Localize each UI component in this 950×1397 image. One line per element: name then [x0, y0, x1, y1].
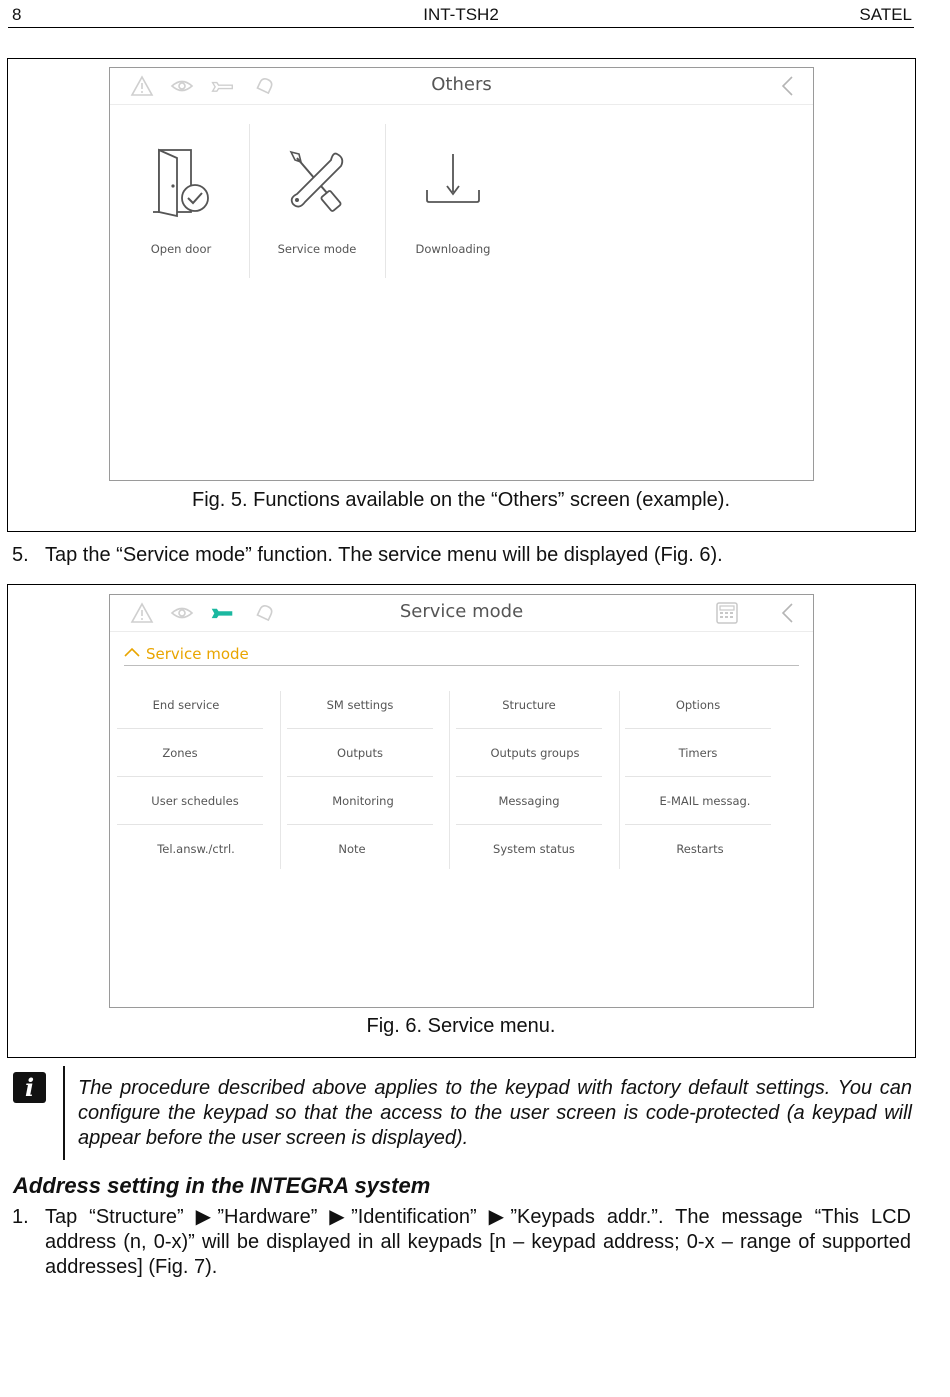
step-1-text: Tap “Structure” ▶”Hardware” ▶”Identification” ▶”Keypads addr.”. The message “This LCD address (n, 0-x)” will be displayed in all keypads [n – keypad address; 0-x – range of supported addresses] (Fig. 7). [45, 1206, 911, 1278]
tools-icon [287, 148, 347, 218]
menu-item-label: Timers [678, 746, 718, 760]
download-icon [423, 148, 483, 218]
cell-underline [625, 776, 771, 777]
menu-item-label: System status [493, 842, 575, 856]
cell-underline [625, 824, 771, 825]
column-divider [449, 691, 450, 869]
figure-6-caption: Fig. 6. Service menu. [366, 1015, 556, 1037]
menu-item-user-schedules[interactable] [117, 785, 263, 825]
menu-item-label: User schedules [151, 794, 239, 808]
menu-item-system-status[interactable] [456, 833, 602, 873]
menu-item-label: End service [152, 698, 220, 712]
cell-underline [287, 776, 433, 777]
menu-item-note[interactable] [287, 833, 433, 873]
cell-underline [287, 728, 433, 729]
section-header-label: Service mode [146, 645, 249, 663]
page-number: 8 [12, 5, 22, 24]
title-bar [110, 595, 813, 632]
back-icon[interactable] [776, 602, 800, 624]
menu-item-structure[interactable] [456, 689, 602, 729]
screen-title: Service mode [399, 601, 524, 622]
chevron-up-icon [124, 646, 140, 658]
menu-item-messaging[interactable] [456, 785, 602, 825]
menu-item-label: Monitoring [332, 794, 394, 808]
tile-downloading[interactable] [385, 124, 521, 280]
tile-service-mode[interactable] [249, 124, 385, 280]
menu-item-outputs-groups[interactable] [456, 737, 602, 777]
brand-name: SATEL [859, 5, 912, 24]
info-icon [13, 1072, 46, 1103]
column-divider [619, 691, 620, 869]
cell-underline [117, 776, 263, 777]
screen-title: Others [431, 74, 492, 95]
open-door-icon [151, 148, 211, 218]
menu-item-label: Tel.answ./ctrl. [157, 842, 235, 856]
document-title: INT-TSH2 [423, 5, 499, 24]
cell-underline [456, 776, 602, 777]
header-divider [8, 27, 914, 28]
step-number: 5. [12, 544, 29, 566]
column-divider [280, 691, 281, 869]
tile-label: Downloading [415, 242, 491, 256]
menu-item-label: Structure [502, 698, 556, 712]
menu-item-label: Restarts [676, 842, 724, 856]
menu-item-label: Outputs [337, 746, 383, 760]
back-icon[interactable] [776, 75, 800, 97]
menu-item-timers[interactable] [625, 737, 771, 777]
step-number: 1. [12, 1206, 29, 1228]
others-screen [109, 67, 814, 481]
menu-item-label: SM settings [326, 698, 394, 712]
menu-item-options[interactable] [625, 689, 771, 729]
cell-underline [117, 824, 263, 825]
menu-item-end-service[interactable] [117, 689, 263, 729]
note-text: The procedure described above applies to the keypad with factory default settings. You can configure the keypad so that the access to the user screen is code-protected (a keypad will appear before the user screen is displayed). [78, 1077, 912, 1149]
menu-item-restarts[interactable] [625, 833, 771, 873]
title-bar [110, 68, 813, 105]
menu-item-label: Messaging [498, 794, 560, 808]
section-header[interactable] [124, 643, 799, 666]
menu-item-label: Zones [162, 746, 198, 760]
cell-underline [456, 728, 602, 729]
menu-item-label: E-MAIL messag. [659, 794, 751, 808]
cell-underline [287, 824, 433, 825]
menu-item-outputs[interactable] [287, 737, 433, 777]
info-icon-letter: i [24, 1073, 35, 1102]
menu-item-tel-answ-ctrl[interactable] [117, 833, 263, 873]
menu-item-sm-settings[interactable] [287, 689, 433, 729]
note-bar [63, 1066, 65, 1160]
menu-item-label: Outputs groups [490, 746, 580, 760]
section-heading: Address setting in the INTEGRA system [13, 1173, 431, 1198]
menu-item-email-messag[interactable] [625, 785, 771, 825]
cell-underline [117, 728, 263, 729]
cell-underline [456, 824, 602, 825]
calculator-icon[interactable] [715, 602, 739, 624]
step-5-text: Tap the “Service mode” function. The service menu will be displayed (Fig. 6). [45, 544, 723, 566]
service-mode-screen [109, 594, 814, 1008]
tile-label: Service mode [277, 242, 357, 256]
menu-item-monitoring[interactable] [287, 785, 433, 825]
tile-label: Open door [150, 242, 212, 256]
menu-item-label: Options [675, 698, 721, 712]
menu-item-label: Note [338, 842, 366, 856]
cell-underline [625, 728, 771, 729]
tile-open-door[interactable] [113, 124, 249, 280]
menu-item-zones[interactable] [117, 737, 263, 777]
figure-5-caption: Fig. 5. Functions available on the “Others” screen (example). [191, 489, 731, 511]
